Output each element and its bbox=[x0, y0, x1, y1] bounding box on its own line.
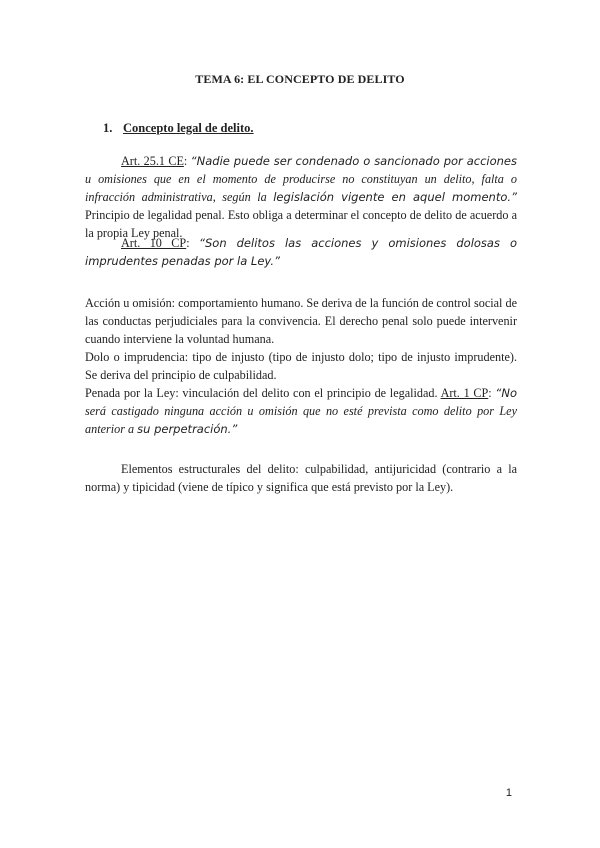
art-1-reference: Art. 1 CP bbox=[440, 386, 489, 400]
document-title: TEMA 6: EL CONCEPTO DE DELITO bbox=[195, 72, 405, 86]
accion-paragraph: Acción u omisión: comportamiento humano. Se deriva de la función de control social de las conductas perjudiciales para la convivencia. El derecho penal solo puede intervenir cuando interviene la voluntad humana. bbox=[85, 296, 517, 346]
art-10-quote: “Son delitos las acciones y omisiones dolosas o imprudentes penadas por la Ley.” bbox=[85, 236, 518, 268]
penada-text: Penada por la Ley: vinculación del delito con el principio de legalidad. bbox=[85, 386, 441, 400]
art-25-paragraph bbox=[85, 152, 517, 242]
art-25-quote-start: “Nadie puede ser condenado o sancionado por acciones bbox=[190, 154, 518, 168]
art-25-quote-end: legislación vigente en aquel momento.” bbox=[273, 190, 517, 204]
section-heading bbox=[103, 121, 254, 136]
art-1-quote-end: su perpetración.” bbox=[137, 422, 238, 436]
page-number: 1 bbox=[505, 787, 512, 799]
section-number: 1. bbox=[103, 121, 113, 135]
art-25-separator: : bbox=[183, 154, 191, 168]
art-1-quote-body: será castigado ninguna acción u omisión que no esté prevista como delito por Ley anterior a bbox=[85, 404, 517, 436]
art-10-paragraph bbox=[85, 234, 517, 270]
art-10-reference: Art. 10 CP bbox=[121, 236, 187, 250]
art-10-separator: : bbox=[186, 236, 200, 250]
art-1-separator: : bbox=[488, 386, 496, 400]
penada-paragraph bbox=[85, 384, 517, 438]
art-25-reference: Art. 25.1 CE bbox=[121, 154, 184, 168]
elementos-paragraph: Elementos estructurales del delito: culpabilidad, antijuricidad (contrario a la norma) y tipicidad (viene de típico y significa que está previsto por la Ley). bbox=[85, 462, 517, 494]
section-title: Concepto legal de delito. bbox=[123, 121, 254, 135]
art-25-explanation: Principio de legalidad penal. Esto obliga a determinar el concepto de delito de acuerdo a la propia Ley penal. bbox=[85, 208, 517, 240]
art-1-quote-start: “No bbox=[495, 386, 517, 400]
dolo-paragraph: Dolo o imprudencia: tipo de injusto (tipo de injusto dolo; tipo de injusto imprudente). Se deriva del principio de culpabilidad. bbox=[85, 350, 517, 382]
art-25-quote-body: u omisiones que en el momento de producirse no constituyan un delito, falta o infracción administrativa, según la bbox=[85, 172, 517, 204]
